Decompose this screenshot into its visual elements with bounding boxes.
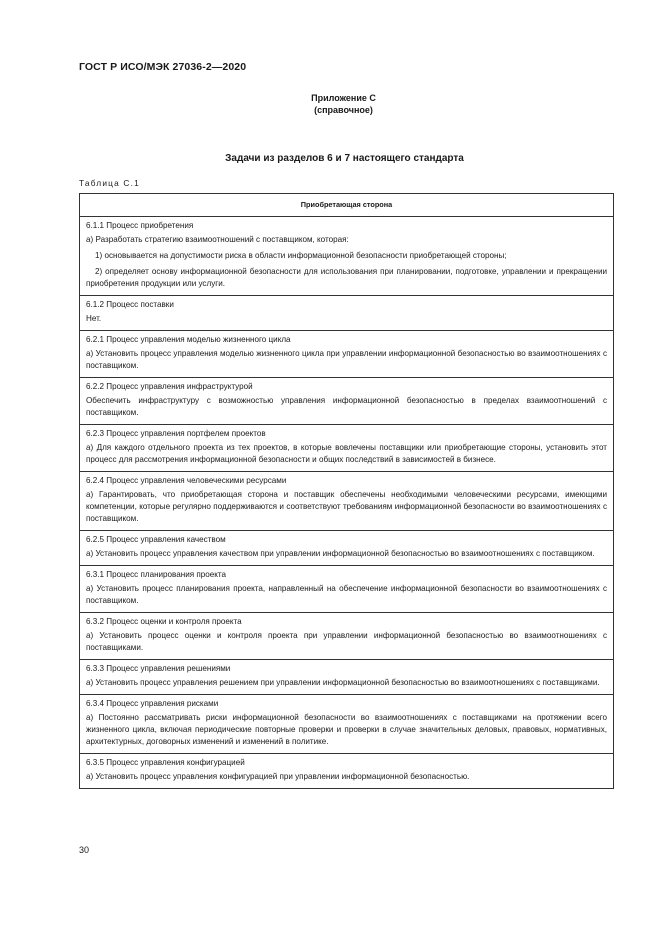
section-title: Задачи из разделов 6 и 7 настоящего стандарта (225, 153, 464, 164)
section-text: а) Установить процесс управления качеством при управлении информационной безопасностью во взаимоотношениях с поставщиком. (86, 549, 595, 558)
table-row (80, 217, 614, 296)
table-caption: Таблица С.1 (79, 178, 140, 188)
table-row (80, 660, 614, 695)
table-row (80, 472, 614, 531)
section-heading: 6.3.5 Процесс управления конфигурацией (86, 758, 245, 767)
section-text: а) Установить процесс управления решением при управлении информационной безопасностью во взаимоотношениях с поставщиками. (86, 678, 600, 687)
table-row (80, 566, 614, 613)
section-text: а) Гарантировать, что приобретающая сторона и поставщик обеспечены необходимыми человеческими ресурсами, имеющими компетенции, которые регулярно поддерживаются и соответствуют требованиям информационной безопасности во взаимоотношениях с поставщиком. (86, 490, 607, 523)
section-heading: 6.3.4 Процесс управления рисками (86, 699, 219, 708)
table-row (80, 331, 614, 378)
annex-name: Приложение С (311, 93, 376, 103)
section-text: а) Для каждого отдельного проекта из тех проектов, в которые вовлечены поставщики или приобретающие стороны, установить этот процесс для рассмотрения информационной безопасности и общих последствий в зависимостей в бизнесе. (86, 443, 607, 464)
section-heading: 6.1.2 Процесс поставки (86, 300, 174, 309)
section-heading: 6.2.1 Процесс управления моделью жизненного цикла (86, 335, 291, 344)
section-text: а) Установить процесс управления конфигурацией при управлении информационной безопасностью. (86, 772, 470, 781)
table-row (80, 613, 614, 660)
section-text: 2) определяет основу информационной безопасности для использования при планировании, подготовке, управлении и прекращении приобретения продукции или услуги. (86, 267, 607, 288)
section-heading: 6.3.2 Процесс оценки и контроля проекта (86, 617, 242, 626)
section-text: а) Установить процесс управления моделью жизненного цикла при управлении информационной безопасностью во взаимоотношениях с поставщиком. (86, 349, 607, 370)
section-heading: 6.2.3 Процесс управления портфелем проектов (86, 429, 266, 438)
section-text: Обеспечить инфраструктуру с возможностью управления информационной безопасностью в пределах взаимоотношений с поставщиком. (86, 396, 607, 417)
table-row (80, 296, 614, 331)
section-text: а) Установить процесс планирования проекта, направленный на обеспечение информационной безопасности во взаимоотношениях с поставщиком. (86, 584, 607, 605)
section-text: а) Установить процесс оценки и контроля проекта при управлении информационной безопасностью во взаимоотношениях с поставщиками. (86, 631, 607, 652)
tasks-table (79, 193, 614, 789)
table-row (80, 531, 614, 566)
table-row (80, 695, 614, 754)
section-heading: 6.2.2 Процесс управления инфраструктурой (86, 382, 253, 391)
section-text: 1) основывается на допустимости риска в области информационной безопасности приобретающей стороны; (95, 251, 507, 260)
section-heading: 6.2.4 Процесс управления человеческими ресурсами (86, 476, 287, 485)
page-number: 30 (79, 845, 90, 855)
table-row (80, 754, 614, 789)
section-heading: 6.1.1 Процесс приобретения (86, 221, 194, 230)
annex-type: (справочное) (314, 105, 373, 115)
table-row (80, 425, 614, 472)
section-heading: 6.3.3 Процесс управления решениями (86, 664, 231, 673)
table-header: Приобретающая сторона (80, 194, 614, 217)
section-heading: 6.3.1 Процесс планирования проекта (86, 570, 227, 579)
annex-heading (0, 92, 661, 116)
table-row (80, 378, 614, 425)
document-header: ГОСТ Р ИСО/МЭК 27036-2—2020 (79, 61, 247, 73)
section-heading: 6.2.5 Процесс управления качеством (86, 535, 226, 544)
section-text: а) Постоянно рассматривать риски информационной безопасности во взаимоотношениях с поставщиками на протяжении всего жизненного цикла, включая периодические повторные проверки и проверки в случае значительных деловых, правовых, нормативных, архитектурных, договорных изменений и изменений в политике. (86, 713, 607, 746)
section-text: Нет. (86, 314, 102, 323)
section-text: а) Разработать стратегию взаимоотношений с поставщиком, которая: (86, 235, 349, 244)
